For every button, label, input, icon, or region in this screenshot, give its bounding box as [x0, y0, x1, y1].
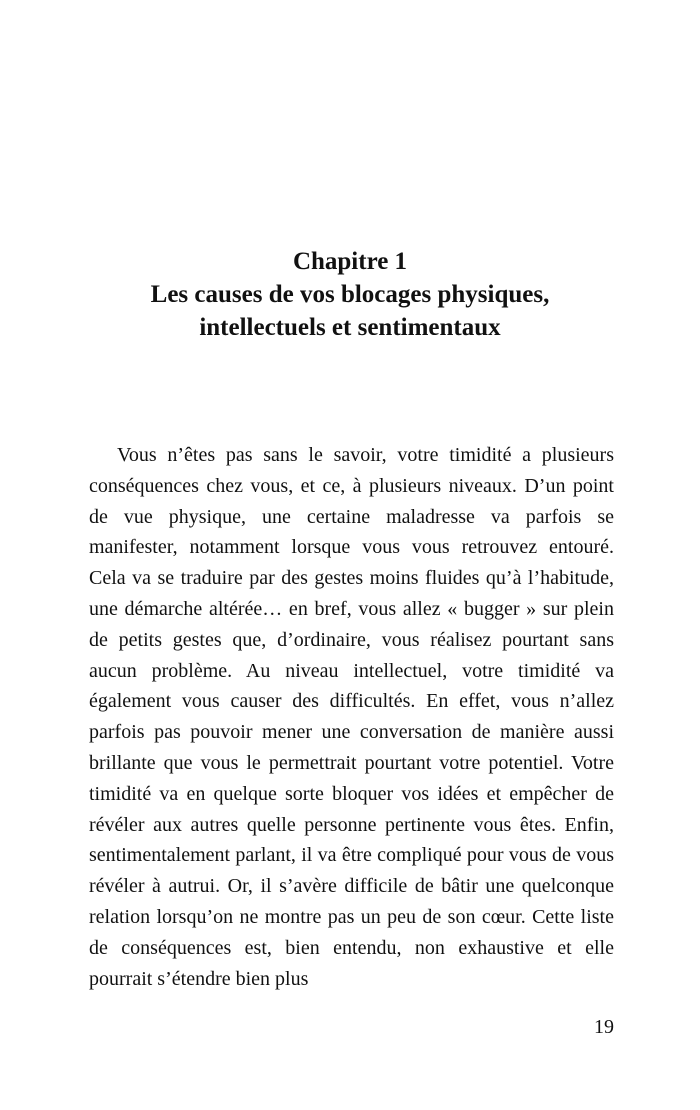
chapter-title-line-1: Les causes de vos blocages physiques,: [150, 281, 550, 308]
chapter-number: Chapitre 1: [292, 248, 408, 275]
chapter-heading: [0, 245, 700, 344]
chapter-title-line-2: intellectuels et sentimentaux: [199, 314, 501, 341]
body-paragraph: Vous n’êtes pas sans le savoir, votre timidité a plusieurs conséquences chez vous, et ce, à plusieurs niveaux. D’un point de vue physique, une certaine maladresse va parfois se manifester, notamment lorsque vous vous retrouvez entouré. Cela va se traduire par des gestes moins fluides qu’à l’habitude, une démarche altérée… en bref, vous allez « bugger » sur plein de petits gestes que, d’ordinaire, vous réalisez pourtant sans aucun problème. Au niveau intellectuel, votre timidité va également vous causer des difficultés. En effet, vous n’allez parfois pas pouvoir mener une conversation de manière aussi brillante que vous le permettrait pourtant votre potentiel. Votre timidité va en quelque sorte bloquer vos idées et empêcher de révéler aux autres quelle personne pertinente vous êtes. Enfin, sentimentalement parlant, il va être compliqué pour vous de vous révéler à autrui. Or, il s’avère difficile de bâtir une quelconque relation lorsqu’on ne montre pas un peu de son cœur. Cette liste de conséquences est, bien entendu, non exhaustive et elle pourrait s’étendre bien plus: [89, 444, 614, 990]
page-number: 19: [594, 1016, 614, 1038]
